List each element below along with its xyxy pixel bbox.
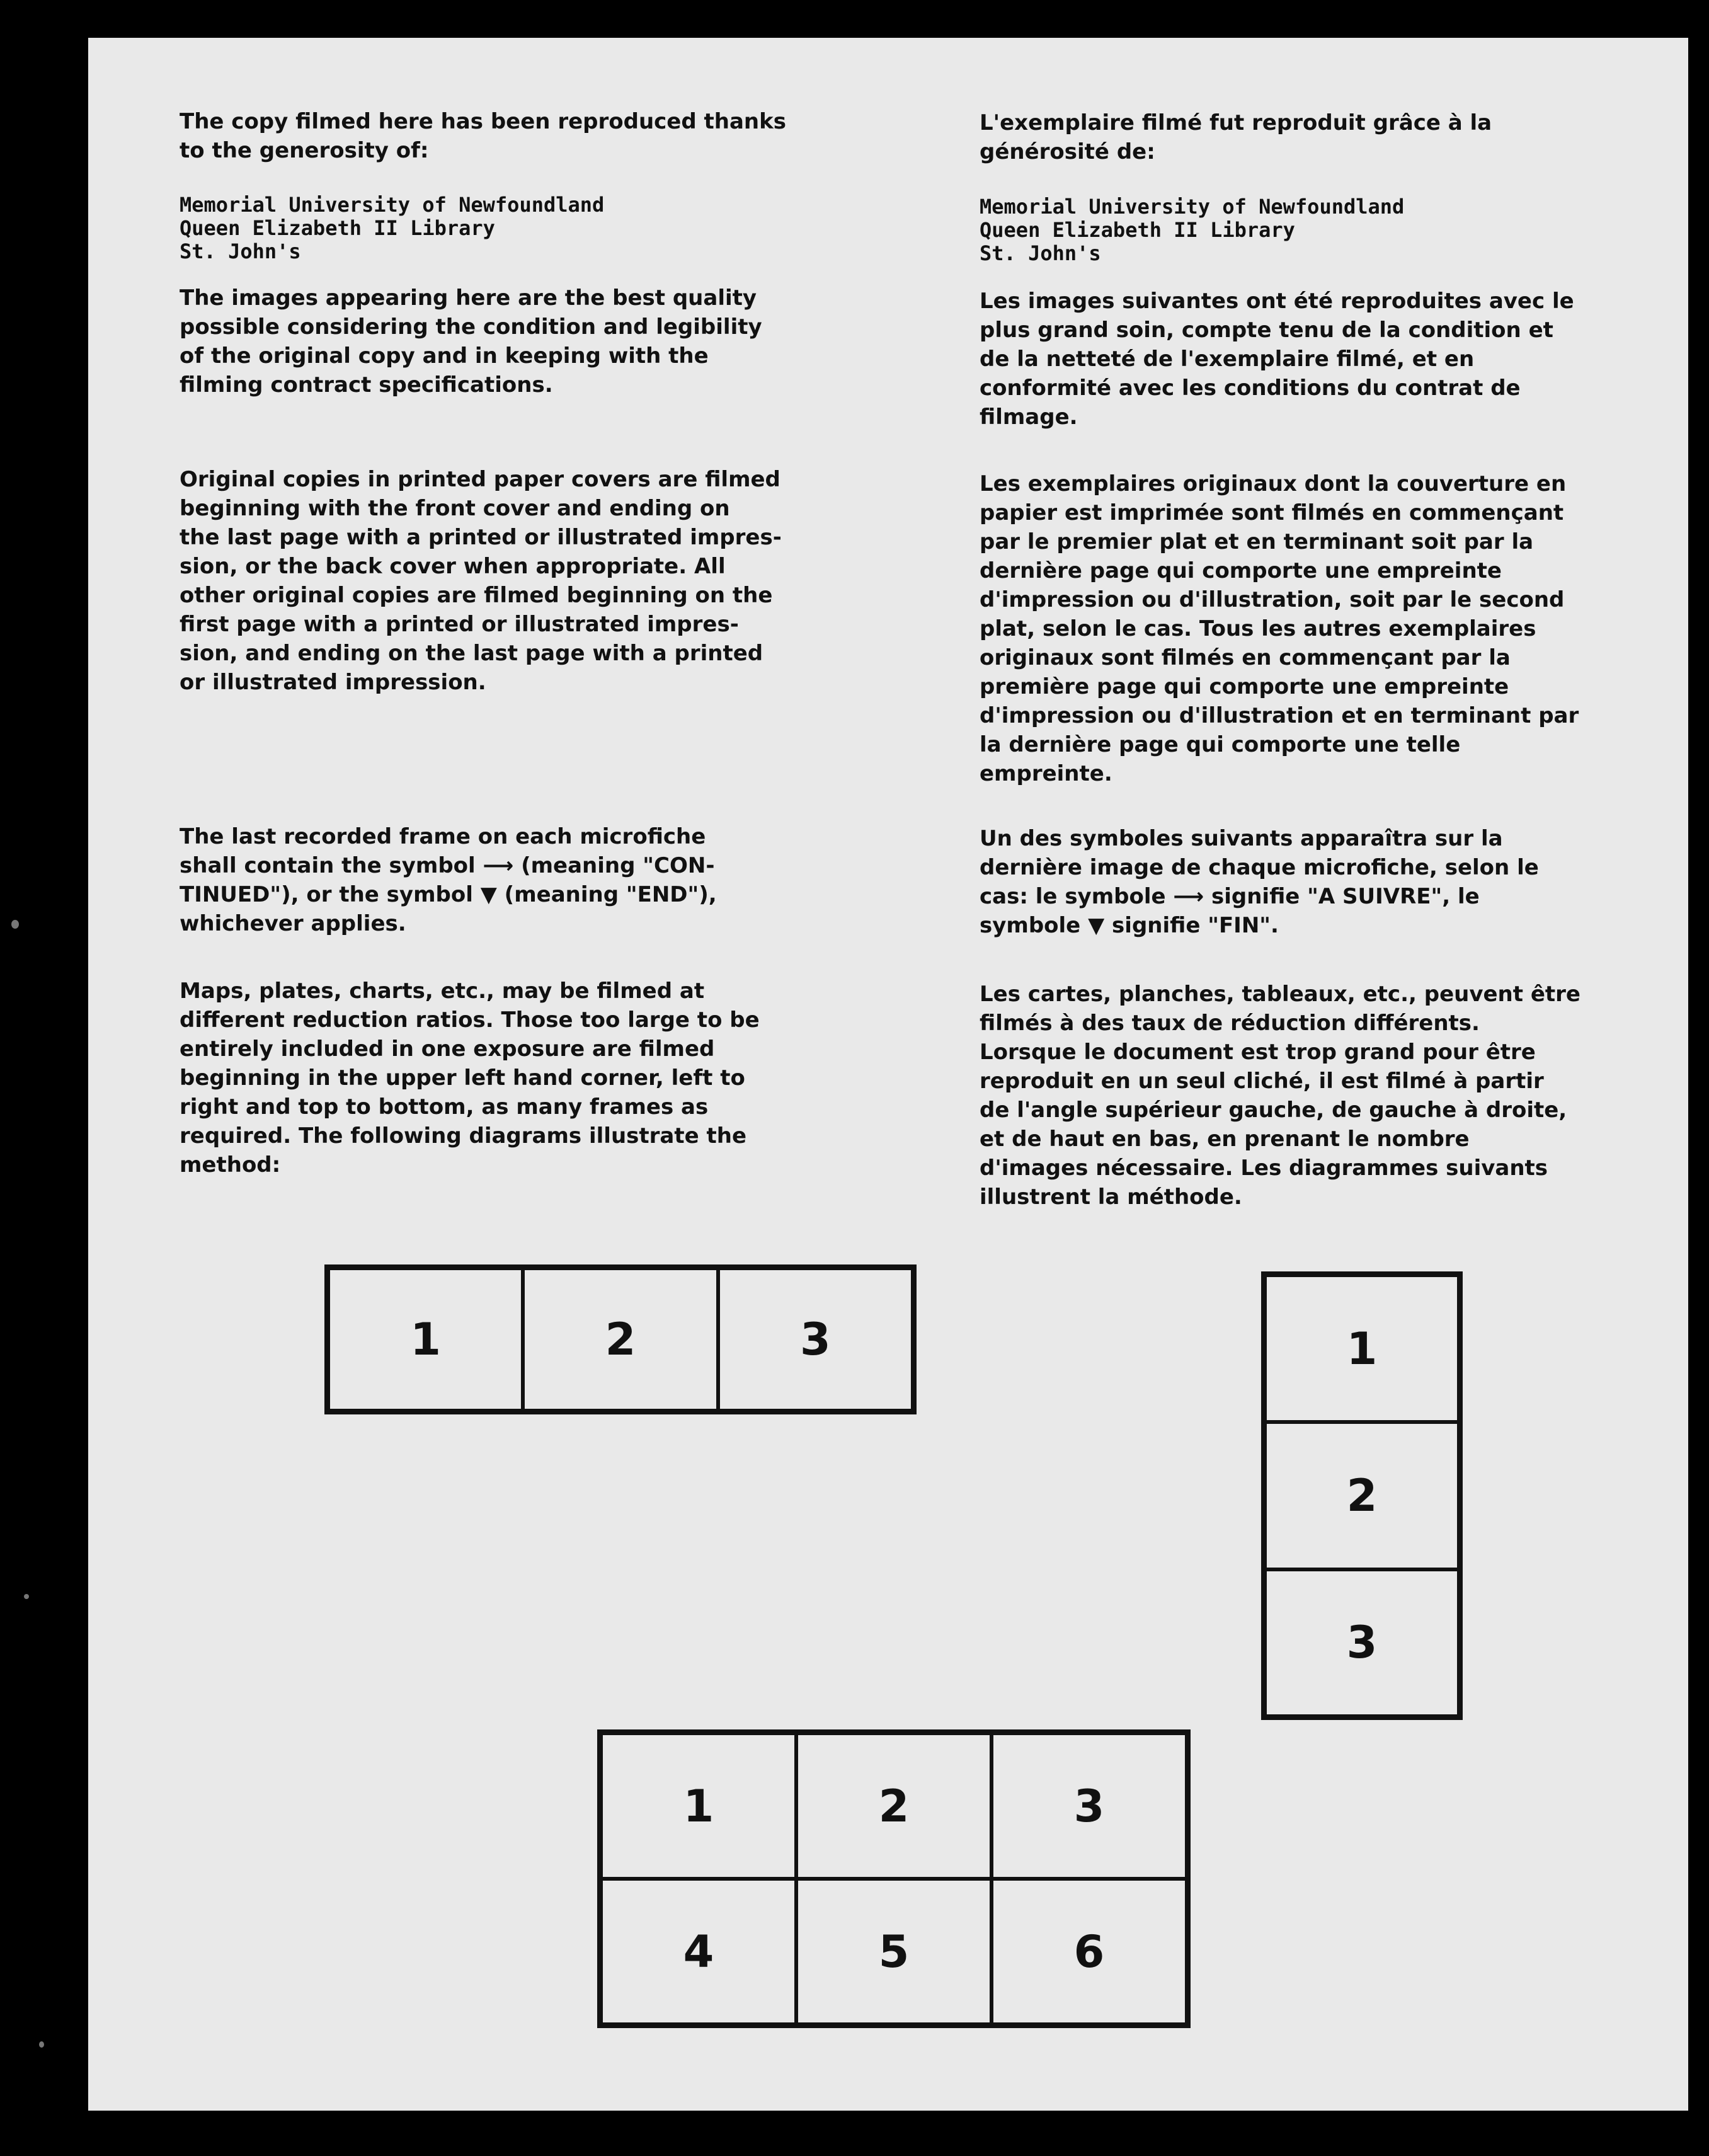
frame-cell: 3 xyxy=(992,1733,1187,1879)
frame-cell: 2 xyxy=(1265,1422,1459,1569)
vertical-frames-diagram xyxy=(1261,1271,1463,1720)
frame-cell: 5 xyxy=(796,1879,992,2024)
frame-cell: 1 xyxy=(1265,1275,1459,1422)
frame-cell: 6 xyxy=(992,1879,1187,2024)
english-covers-paragraph: Original copies in printed paper covers are filmed beginning with the front cover and ending on the last page with a printed or illustrated impres- sion, or the back cover when appropriate. All other original copies are filmed beginning on the first page with a printed or illustrated impres- sion, and ending on the last page with a printed or illustrated impression. xyxy=(180,467,782,695)
film-speck xyxy=(39,2041,44,2048)
frame-cell: 3 xyxy=(718,1268,913,1411)
film-speck xyxy=(11,920,19,929)
frame-cell: 4 xyxy=(601,1879,796,2024)
horizontal-frames-diagram xyxy=(324,1264,917,1414)
french-intro: L'exemplaire filmé fut reproduit grâce à la générosité de: xyxy=(980,110,1492,164)
document-page xyxy=(88,38,1688,2111)
frame-cell: 1 xyxy=(328,1268,523,1411)
english-institution: Memorial University of Newfoundland Queen Elizabeth II Library St. John's xyxy=(180,193,605,263)
frame-cell: 2 xyxy=(796,1733,992,1879)
french-symbols-paragraph: Un des symboles suivants apparaîtra sur la dernière image de chaque microfiche, selon le cas: le symbole ⟶ signifie "A SUIVRE", le symbole ▼ signifie "FIN". xyxy=(980,826,1539,938)
frame-cell: 3 xyxy=(1265,1569,1459,1716)
english-symbols-paragraph: The last recorded frame on each microfiche shall contain the symbol ⟶ (meaning "CON- TINUED"), or the symbol ▼ (meaning "END"), whichever applies. xyxy=(180,824,717,936)
french-maps-paragraph: Les cartes, planches, tableaux, etc., peuvent être filmés à des taux de réduction différents. Lorsque le document est trop grand pour être reproduit en un seul cliché, il est filmé à partir de l'angle supérieur gauche, de gauche à droite, et de haut en bas, en prenant le nombre d'images nécessaire. Les diagrammes suivants illustrent la méthode. xyxy=(980,982,1580,1210)
english-intro: The copy filmed here has been reproduced thanks to the generosity of: xyxy=(180,109,786,163)
french-institution: Memorial University of Newfoundland Queen Elizabeth II Library St. John's xyxy=(980,195,1405,265)
french-quality-paragraph: Les images suivantes ont été reproduites avec le plus grand soin, compte tenu de la condition et de la netteté de l'exemplaire filmé, et en conformité avec les conditions du contrat de filmage. xyxy=(980,289,1574,430)
grid-frames-diagram xyxy=(597,1729,1191,2028)
frame-cell: 2 xyxy=(523,1268,717,1411)
film-speck xyxy=(24,1594,29,1599)
english-maps-paragraph: Maps, plates, charts, etc., may be filmed at different reduction ratios. Those too large to be entirely included in one exposure are filmed beginning in the upper left hand corner, left to right and top to bottom, as many frames as required. The following diagrams illustrate the method: xyxy=(180,978,760,1178)
french-covers-paragraph: Les exemplaires originaux dont la couverture en papier est imprimée sont filmés en commençant par le premier plat et en terminant soit par la dernière page qui comporte une empreinte d'impression ou d'illustration, soit par le second plat, selon le cas. Tous les autres exemplaires originaux sont filmés en commençant par la première page qui comporte une empreinte d'impression ou d'illustration et en terminant par la dernière page qui comporte une telle empreinte. xyxy=(980,471,1579,786)
frame-cell: 1 xyxy=(601,1733,796,1879)
english-quality-paragraph: The images appearing here are the best quality possible considering the condition and legibility of the original copy and in keeping with the filming contract specifications. xyxy=(180,285,762,398)
